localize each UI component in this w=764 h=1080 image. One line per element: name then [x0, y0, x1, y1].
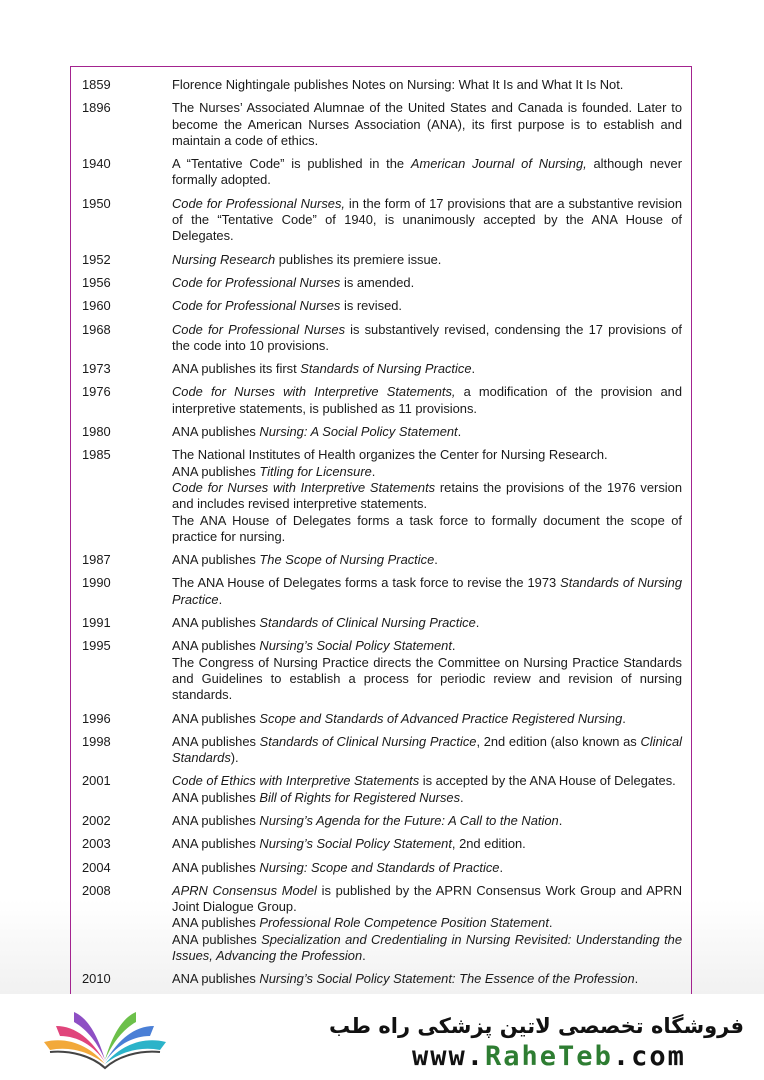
publication-title: Code for Professional Nurses — [172, 298, 341, 314]
entry-description — [172, 734, 682, 767]
entry-year: 1952 — [82, 251, 111, 267]
entry-description — [172, 615, 682, 631]
publication-title: Nursing’s Social Policy Statement: The Essence of the Profession — [259, 971, 635, 987]
entry-year: 1995 — [82, 638, 111, 654]
entry-year: 1980 — [82, 424, 111, 440]
text-segment: ANA publishes — [172, 638, 260, 654]
publication-title: Code for Nurses with Interpretive Statements — [172, 479, 436, 495]
text-segment: ANA publishes — [172, 971, 260, 987]
entry-description — [172, 275, 682, 291]
publication-title: Code for Nurses with Interpretive Statements, — [172, 384, 456, 400]
entry-description — [172, 836, 682, 852]
timeline-entry — [82, 638, 682, 703]
entry-year: 1998 — [82, 733, 111, 749]
entry-year: 1976 — [82, 384, 111, 400]
description-line — [172, 711, 682, 727]
entry-description — [172, 447, 682, 545]
publication-title: Clinical Standards — [172, 733, 683, 766]
entry-year: 2002 — [82, 812, 111, 828]
entry-description — [172, 575, 682, 608]
entry-description — [172, 252, 682, 268]
text-segment: is accepted by the ANA House of Delegates. — [419, 773, 676, 789]
description-line — [172, 196, 682, 245]
description-line — [172, 615, 682, 631]
timeline-entry — [82, 361, 682, 377]
text-segment: although never formally adopted. — [172, 156, 683, 188]
description-line — [172, 655, 682, 704]
entry-description — [172, 813, 682, 829]
timeline-entry — [82, 322, 682, 355]
text-segment: ANA publishes — [172, 463, 260, 479]
text-segment: . — [634, 971, 639, 987]
description-line — [172, 971, 682, 987]
description-line — [172, 734, 682, 767]
description-line — [172, 361, 682, 377]
text-segment: . — [218, 591, 223, 607]
website-brand: RaheTeb — [485, 1041, 613, 1072]
entry-year: 2001 — [82, 773, 111, 789]
text-segment: ). — [230, 750, 239, 766]
description-line — [172, 275, 682, 291]
entry-year: 1960 — [82, 298, 111, 314]
timeline-entry — [82, 424, 682, 440]
timeline-entry — [82, 773, 682, 806]
description-line — [172, 513, 682, 546]
entry-year: 2004 — [82, 859, 111, 875]
text-segment: . — [371, 463, 376, 479]
timeline-entry — [82, 196, 682, 245]
description-line — [172, 447, 682, 463]
publication-title: Standards of Nursing Practice — [300, 361, 472, 377]
entry-description — [172, 773, 682, 806]
publication-title: Standards of Clinical Nursing Practice — [259, 615, 476, 631]
publication-title: Nursing: Scope and Standards of Practice — [259, 859, 500, 875]
entry-year: 1991 — [82, 615, 111, 631]
text-segment: ANA publishes — [172, 915, 260, 931]
description-line — [172, 552, 682, 568]
description-line — [172, 464, 682, 480]
text-segment: ANA publishes — [172, 931, 262, 947]
timeline-entry — [82, 552, 682, 568]
text-segment: . — [451, 638, 456, 654]
text-segment: The Congress of Nursing Practice directs the Committee on Nursing Practice Standards and Guidelines to establish a process for periodic review and revision of nursing standards. — [172, 654, 682, 703]
description-line — [172, 252, 682, 268]
text-segment: ANA publishes — [172, 789, 260, 805]
publication-title: Titling for Licensure — [259, 463, 372, 479]
publication-title: Code for Professional Nurses — [172, 274, 341, 290]
timeline-entry — [82, 77, 682, 93]
description-line — [172, 424, 682, 440]
description-line — [172, 322, 682, 355]
entry-description — [172, 883, 682, 964]
timeline-entry — [82, 575, 682, 608]
timeline-entry — [82, 711, 682, 727]
publication-title: Bill of Rights for Registered Nurses — [259, 789, 461, 805]
entry-year: 1956 — [82, 274, 111, 290]
publication-title: APRN Consensus Model — [172, 882, 317, 898]
text-segment: ANA publishes — [172, 710, 260, 726]
description-line — [172, 836, 682, 852]
entry-description — [172, 77, 682, 93]
publication-title: Professional Role Competence Position Statement — [259, 915, 549, 931]
entry-description — [172, 361, 682, 377]
entry-year: 1996 — [82, 710, 111, 726]
description-line — [172, 860, 682, 876]
description-line — [172, 773, 682, 789]
entry-year: 1973 — [82, 361, 111, 377]
text-segment: A “Tentative Code” is published in the — [172, 156, 411, 172]
text-segment: The Nurses’ Associated Alumnae of the United States and Canada is founded. Later to become the American Nurses Association (ANA), its first purpose is to establish and maintain a code of ethics. — [172, 100, 682, 148]
timeline-entry — [82, 615, 682, 631]
text-segment: ANA publishes — [172, 733, 260, 749]
timeline-entry — [82, 813, 682, 829]
publisher-footer — [0, 994, 764, 1080]
website-url[interactable] — [412, 1041, 686, 1072]
text-segment: . — [499, 859, 504, 875]
description-line — [172, 384, 682, 417]
description-line — [172, 638, 682, 654]
timeline-entry — [82, 298, 682, 314]
entry-year: 1968 — [82, 321, 111, 337]
timeline-entry — [82, 883, 682, 964]
text-segment: is published by the APRN Consensus Work Group and APRN Joint Dialogue Group. — [172, 882, 683, 915]
timeline-entry — [82, 384, 682, 417]
text-segment: The National Institutes of Health organizes the Center for Nursing Research. — [172, 447, 608, 463]
text-segment: is amended. — [340, 274, 415, 290]
entry-description — [172, 322, 682, 355]
text-segment: publishes its premiere issue. — [275, 251, 442, 267]
timeline-list — [82, 77, 682, 995]
description-line — [172, 156, 682, 189]
entry-year: 2003 — [82, 836, 111, 852]
text-segment: The ANA House of Delegates forms a task force to formally document the scope of practice for nursing. — [172, 512, 682, 544]
text-segment: . — [622, 710, 626, 726]
publication-title: Nursing’s Agenda for the Future: A Call to the Nation — [259, 812, 559, 828]
website-prefix: www. — [412, 1041, 486, 1072]
description-line — [172, 100, 682, 149]
publication-title: Nursing: A Social Policy Statement — [259, 424, 458, 440]
entry-year: 2010 — [82, 971, 111, 987]
text-segment: The ANA House of Delegates forms a task force to revise the 1973 — [172, 575, 561, 591]
entry-description — [172, 711, 682, 727]
description-line — [172, 883, 682, 916]
publication-title: Standards of Nursing Practice — [172, 575, 682, 607]
entry-description — [172, 384, 682, 417]
text-segment: Florence Nightingale publishes Notes on Nursing: What It Is and What It Is Not. — [172, 77, 624, 92]
text-segment: . — [434, 552, 438, 568]
website-suffix: .com — [612, 1041, 686, 1072]
text-segment: ANA publishes — [172, 424, 260, 440]
description-line — [172, 480, 682, 513]
text-segment: . — [558, 812, 563, 828]
text-segment: , 2nd edition. — [451, 836, 526, 852]
timeline-entry — [82, 156, 682, 189]
text-segment: . — [471, 361, 476, 377]
text-segment: ANA publishes its first — [172, 361, 301, 377]
timeline-entry — [82, 971, 682, 987]
open-book-logo-icon — [40, 1006, 170, 1070]
entry-description — [172, 552, 682, 568]
entry-year: 1987 — [82, 552, 111, 568]
publication-title: The Scope of Nursing Practice — [259, 552, 435, 568]
timeline-entry — [82, 275, 682, 291]
description-line — [172, 77, 682, 93]
text-segment: a modification of the provision and interpretive statements, is published as 11 provisions. — [172, 384, 682, 416]
text-segment: . — [457, 424, 462, 440]
entry-description — [172, 156, 682, 189]
shop-name: فروشگاه تخصصی لاتین پزشکی راه طب — [329, 1014, 744, 1038]
text-segment: . — [460, 789, 464, 805]
description-line — [172, 915, 682, 931]
timeline-entry — [82, 100, 682, 149]
text-segment: retains the provisions of the 1976 version and includes revised interpretive statements. — [172, 479, 682, 512]
description-line — [172, 813, 682, 829]
entry-year: 1950 — [82, 195, 111, 211]
publication-title: Code for Professional Nurses, — [172, 195, 345, 211]
text-segment: . — [548, 915, 553, 931]
entry-description — [172, 196, 682, 245]
text-segment: ANA publishes — [172, 859, 260, 875]
text-segment: . — [362, 948, 366, 964]
entry-year: 1990 — [82, 575, 111, 591]
entry-year: 1940 — [82, 156, 111, 172]
text-segment: . — [475, 615, 480, 631]
entry-description — [172, 971, 682, 987]
text-segment: in the form of 17 provisions that are a substantive revision of the “Tentative Code” of 1940, is unanimously accepted by the ANA House of Delegates. — [172, 195, 682, 244]
description-line — [172, 298, 682, 314]
description-line — [172, 932, 682, 965]
text-segment: ANA publishes — [172, 552, 260, 568]
timeline-entry — [82, 836, 682, 852]
text-segment: , 2nd edition (also known as — [476, 733, 641, 749]
timeline-entry — [82, 447, 682, 545]
timeline-entry — [82, 252, 682, 268]
entry-description — [172, 638, 682, 703]
entry-description — [172, 100, 682, 149]
publication-title: Nursing’s Social Policy Statement — [259, 638, 452, 654]
entry-description — [172, 424, 682, 440]
publication-title: Standards of Clinical Nursing Practice — [259, 733, 477, 749]
text-segment: ANA publishes — [172, 615, 260, 631]
text-segment: ANA publishes — [172, 812, 260, 828]
publication-title: Specialization and Credentialing in Nursing Revisited: Understanding the Issues, Advancing the Profession — [172, 931, 682, 964]
entry-year: 1859 — [82, 77, 111, 92]
entry-year: 1896 — [82, 100, 111, 116]
publication-title: Nursing Research — [172, 251, 276, 267]
entry-year: 1985 — [82, 447, 111, 463]
entry-description — [172, 860, 682, 876]
publication-title: Scope and Standards of Advanced Practice Registered Nursing — [259, 710, 623, 726]
timeline-entry — [82, 734, 682, 767]
publication-title: Nursing’s Social Policy Statement — [259, 836, 452, 852]
text-segment: is substantively revised, condensing the 17 provisions of the code into 10 provisions. — [172, 321, 682, 353]
publication-title: Code for Professional Nurses — [172, 321, 346, 337]
publication-title: Code of Ethics with Interpretive Statements — [172, 773, 420, 789]
text-segment: is revised. — [340, 298, 402, 314]
entry-description — [172, 298, 682, 314]
text-segment: ANA publishes — [172, 836, 260, 852]
timeline-entry — [82, 860, 682, 876]
publication-title: American Journal of Nursing, — [410, 156, 587, 172]
entry-year: 2008 — [82, 882, 111, 898]
description-line — [172, 575, 682, 608]
description-line — [172, 790, 682, 806]
